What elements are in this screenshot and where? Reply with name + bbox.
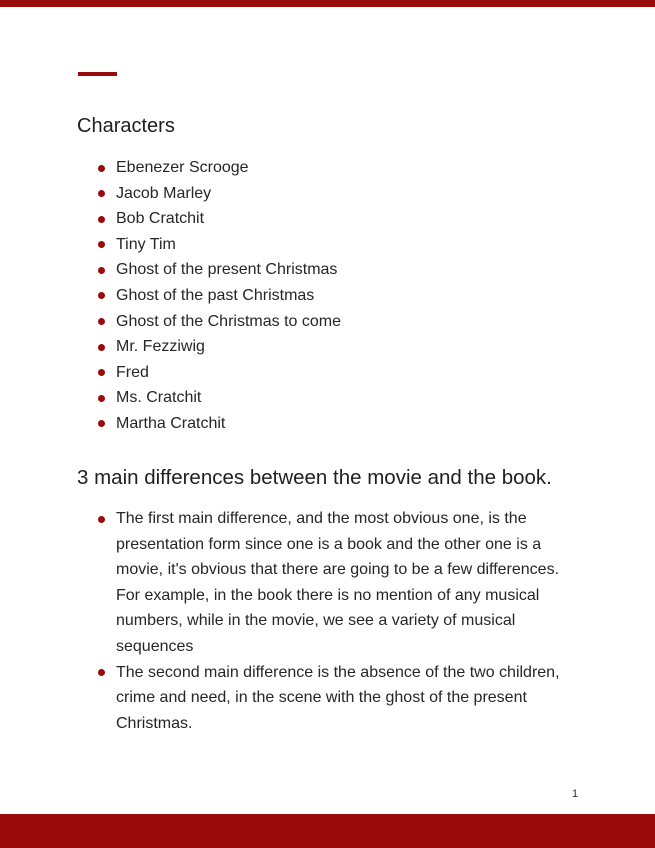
top-accent-bar [0,0,655,7]
list-item: Martha Cratchit [116,411,596,437]
list-item: The second main difference is the absence of the two children, crime and need, in the scene with the ghost of the present Christmas. [116,660,576,737]
characters-list [116,155,596,437]
differences-list [116,506,576,736]
list-item: Bob Cratchit [116,206,596,232]
list-item: The first main difference, and the most obvious one, is the presentation form since one is a book and the other one is a movie, it's obvious that there are going to be a few differences. For example, in the book there is no mention of any musical numbers, while in the movie, we see a variety of musical sequences [116,506,576,660]
page-number: 1 [572,788,579,800]
list-item: Mr. Fezziwig [116,334,596,360]
list-item: Ghost of the past Christmas [116,283,596,309]
list-item: Tiny Tim [116,232,596,258]
list-item: Ms. Cratchit [116,385,596,411]
list-item: Ghost of the Christmas to come [116,309,596,335]
bottom-accent-bar [0,814,655,848]
accent-dash [78,72,117,76]
list-item: Jacob Marley [116,181,596,207]
list-item: Ebenezer Scrooge [116,155,596,181]
characters-heading: Characters [77,115,175,137]
list-item: Fred [116,360,596,386]
list-item: Ghost of the present Christmas [116,257,596,283]
differences-heading: 3 main differences between the movie and the book. [77,466,552,489]
